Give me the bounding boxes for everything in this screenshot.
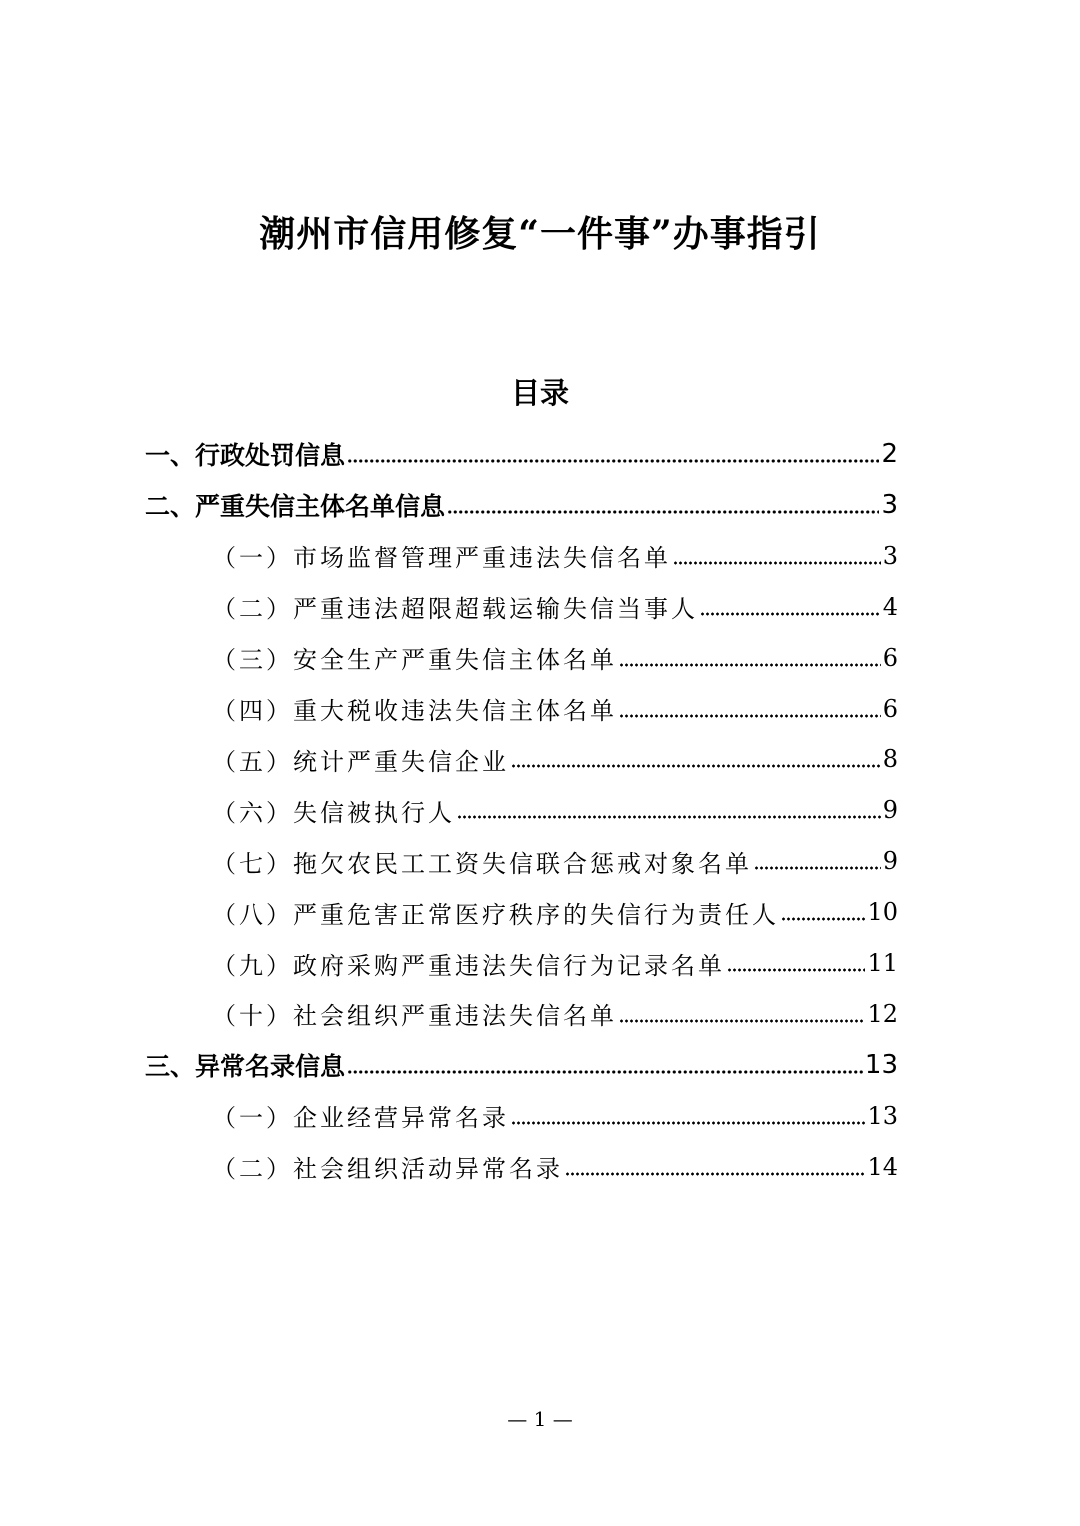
toc-entry[interactable] — [212, 790, 898, 830]
toc-entry-page-number: 3 — [882, 541, 898, 570]
toc-entry-label: （一）企业经营异常名录 — [212, 1104, 509, 1133]
page-number-footer: — 1 — — [507, 1407, 573, 1431]
toc-entry[interactable] — [212, 892, 898, 932]
toc-dot-leader — [619, 714, 881, 718]
toc-entry-page-number: 9 — [882, 847, 898, 876]
toc-entry[interactable] — [212, 739, 898, 779]
toc-entry[interactable] — [212, 689, 898, 729]
toc-entry[interactable] — [212, 994, 898, 1034]
toc-dot-leader — [565, 1172, 865, 1176]
toc-dot-leader — [673, 561, 881, 565]
toc-dot-leader — [347, 1070, 863, 1074]
toc-dot-leader — [619, 1019, 865, 1023]
toc-entry-label: （一）市场监督管理严重违法失信名单 — [212, 544, 671, 573]
toc-dot-leader — [700, 612, 881, 616]
toc-entry-page-number: 2 — [881, 439, 898, 469]
toc-entry-page-number: 13 — [867, 1101, 898, 1130]
toc-entry[interactable] — [212, 1096, 898, 1136]
page-title: 潮州市信用修复“一件事”办事指引 — [259, 213, 821, 255]
toc-entry-label: （七）拖欠农民工工资失信联合惩戒对象名单 — [212, 849, 752, 878]
toc-entry[interactable] — [212, 841, 898, 881]
toc-dot-leader — [781, 917, 865, 921]
toc-entry-label: （八）严重危害正常医疗秩序的失信行为责任人 — [212, 900, 779, 929]
toc-entry-page-number: 4 — [882, 592, 898, 621]
toc-entry[interactable] — [145, 485, 898, 525]
toc-entry[interactable] — [212, 587, 898, 627]
toc-dot-leader — [457, 815, 881, 819]
toc-entry-page-number: 13 — [864, 1049, 898, 1080]
toc-entry-page-number: 6 — [882, 694, 898, 723]
toc-dot-leader — [447, 510, 879, 514]
toc-entry-page-number: 10 — [867, 898, 898, 927]
toc-entry-label: （五）统计严重失信企业 — [212, 747, 509, 776]
toc-heading: 目录 — [510, 376, 569, 410]
toc-dot-leader — [511, 1121, 865, 1125]
toc-entry-label: 一、行政处罚信息 — [145, 441, 346, 470]
toc-entry-label: （四）重大税收违法失信主体名单 — [212, 697, 617, 725]
toc-entry-label: 二、严重失信主体名单信息 — [145, 491, 446, 521]
toc-entry-label: （十）社会组织严重违法失信名单 — [212, 1002, 617, 1031]
toc-entry-label: （二）社会组织活动异常名录 — [212, 1155, 563, 1184]
toc-entry[interactable] — [212, 638, 898, 678]
toc-entry-label: 三、异常名录信息 — [145, 1051, 346, 1081]
toc-entry-page-number: 3 — [881, 489, 898, 520]
toc-entry-page-number: 11 — [867, 949, 898, 977]
toc-dot-leader — [619, 663, 881, 667]
toc-entry-page-number: 6 — [882, 643, 898, 672]
toc-dot-leader — [754, 866, 881, 870]
toc-entry-label: （二）严重违法超限超载运输失信当事人 — [212, 595, 698, 624]
toc-entry-page-number: 9 — [882, 796, 898, 825]
toc-entry-label: （三）安全生产严重失信主体名单 — [212, 646, 617, 675]
toc-entry-page-number: 12 — [867, 999, 898, 1028]
toc-dot-leader — [511, 764, 881, 768]
toc-entry-page-number: 14 — [867, 1152, 898, 1181]
toc-entry[interactable] — [212, 536, 898, 576]
toc-dot-leader — [727, 968, 865, 972]
toc-entry-label: （六）失信被执行人 — [212, 798, 455, 827]
toc-entry[interactable] — [212, 1147, 898, 1187]
toc-entry[interactable] — [212, 943, 898, 983]
toc-entry-page-number: 8 — [882, 745, 898, 774]
toc-dot-leader — [347, 459, 879, 463]
toc-entry[interactable] — [145, 434, 898, 474]
toc-entry-label: （九）政府采购严重违法失信行为记录名单 — [212, 951, 725, 980]
toc-entry[interactable] — [145, 1045, 898, 1085]
